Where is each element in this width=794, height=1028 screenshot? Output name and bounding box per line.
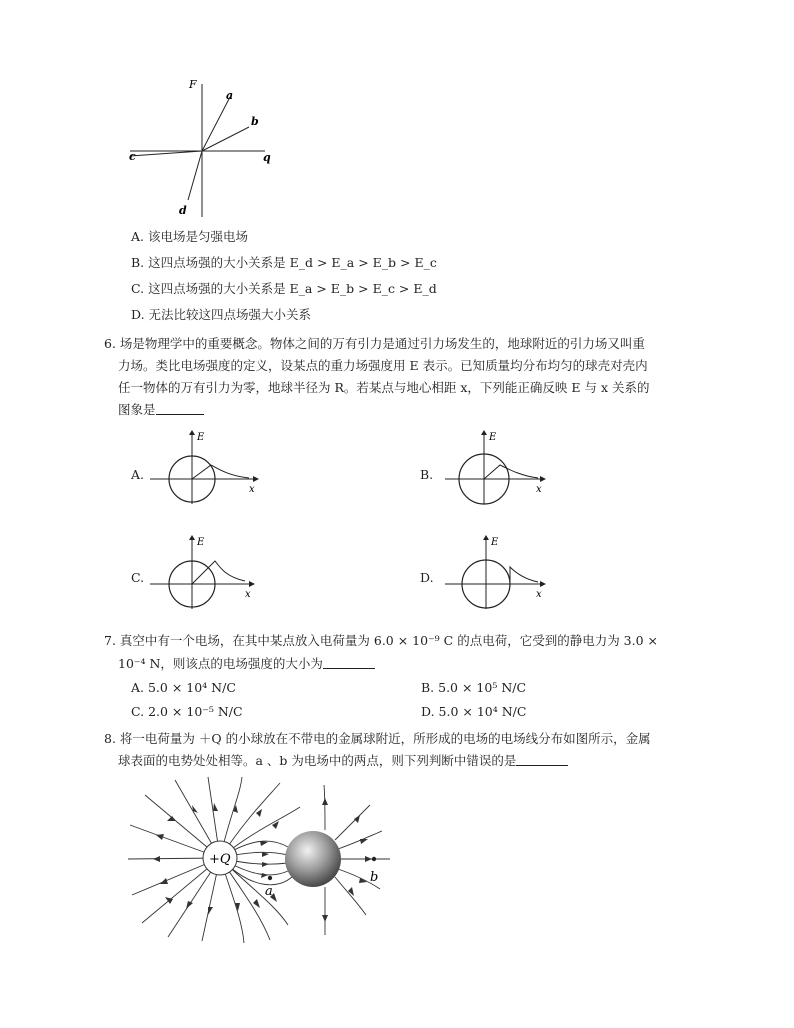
field-lines-figure (120, 775, 410, 945)
point-c-label: c (129, 150, 136, 163)
q6-graph-label-b: B. (420, 467, 434, 482)
point-b-dot (372, 857, 376, 861)
charge-label: +Q (209, 852, 231, 867)
q5-option-b: B. 这四点场强的大小关系是 E_d > E_a > E_b > E_c (131, 255, 437, 270)
q7-line-2-text: 10⁻⁴ N，则该点的电场强度的大小为 (118, 656, 323, 671)
q5-option-c: C. 这四点场强的大小关系是 E_a > E_b > E_c > E_d (131, 281, 437, 296)
q7-line-1: 7. 真空中有一个电场，在其中某点放入电荷量为 6.0 × 10⁻⁹ C 的点电荷，它受到的静电力为 3.0 × (104, 633, 658, 648)
point-b-label: b (251, 115, 259, 128)
q6-graph-a (145, 428, 265, 508)
line-b (202, 127, 249, 151)
point-b-label: b (370, 870, 379, 885)
q7-option-d: D. 5.0 × 10⁴ N/C (421, 704, 527, 719)
point-a-label: a (265, 884, 273, 899)
q7-answer-blank[interactable] (323, 656, 375, 669)
metal-ball (285, 831, 341, 887)
f-q-graph (125, 72, 285, 222)
q5-option-a: A. 该电场是匀强电场 (131, 229, 248, 244)
q6-graph-label-c: C. (131, 570, 145, 585)
q8-line-2 (118, 750, 568, 771)
q7-line-2 (118, 653, 375, 674)
q6-line-1: 6. 场是物理学中的重要概念。物体之间的万有引力是通过引力场发生的，地球附近的引力场又叫重 (104, 336, 645, 351)
q8-line-1: 8. 将一电荷量为 ＋Q 的小球放在不带电的金属球附近，所形成的电场的电场线分布如图所示，金属 (104, 731, 651, 746)
svg-text:E: E (491, 537, 499, 548)
q6-graph-label-d: D. (420, 570, 434, 585)
svg-text:x: x (249, 484, 255, 495)
q6-line-4-text: 图象是 (118, 402, 156, 417)
svg-text:x: x (245, 589, 251, 600)
q6-graph-b (440, 428, 560, 508)
svg-text:x: x (536, 484, 542, 495)
svg-text:E: E (489, 432, 497, 443)
q8-answer-blank[interactable] (516, 753, 568, 766)
line-d (188, 151, 202, 200)
svg-text:E: E (197, 432, 205, 443)
q6-line-3: 任一物体的万有引力为零，地球半径为 R。若某点与地心相距 x，下列能正确反映 E 与 x 关系的 (118, 380, 650, 395)
q6-line-4 (118, 399, 204, 420)
q6-graph-d (440, 533, 560, 613)
q6-graph-c (145, 533, 265, 613)
q7-option-b: B. 5.0 × 10⁵ N/C (421, 680, 527, 695)
q6-graph-label-a: A. (131, 467, 145, 482)
point-a-label: a (226, 89, 234, 102)
line-c (130, 151, 202, 156)
q7-option-a: A. 5.0 × 10⁴ N/C (131, 680, 236, 695)
point-d-label: d (179, 204, 187, 217)
q6-line-2: 力场。类比电场强度的定义，设某点的重力场强度用 E 表示。已知质量均分布均匀的球壳对壳内 (118, 358, 648, 373)
q5-option-d: D. 无法比较这四点场强大小关系 (131, 307, 312, 322)
svg-text:x: x (536, 589, 542, 600)
q-axis-label: q (263, 151, 271, 164)
q8-line-2-text: 球表面的电势处处相等。a 、b 为电场中的两点，则下列判断中错误的是 (118, 753, 517, 768)
q6-answer-blank[interactable] (156, 402, 204, 415)
line-a (202, 97, 230, 151)
q7-option-c: C. 2.0 × 10⁻⁵ N/C (131, 704, 243, 719)
f-axis-label: F (189, 78, 197, 91)
point-a-dot (268, 876, 272, 880)
svg-text:E: E (197, 537, 205, 548)
